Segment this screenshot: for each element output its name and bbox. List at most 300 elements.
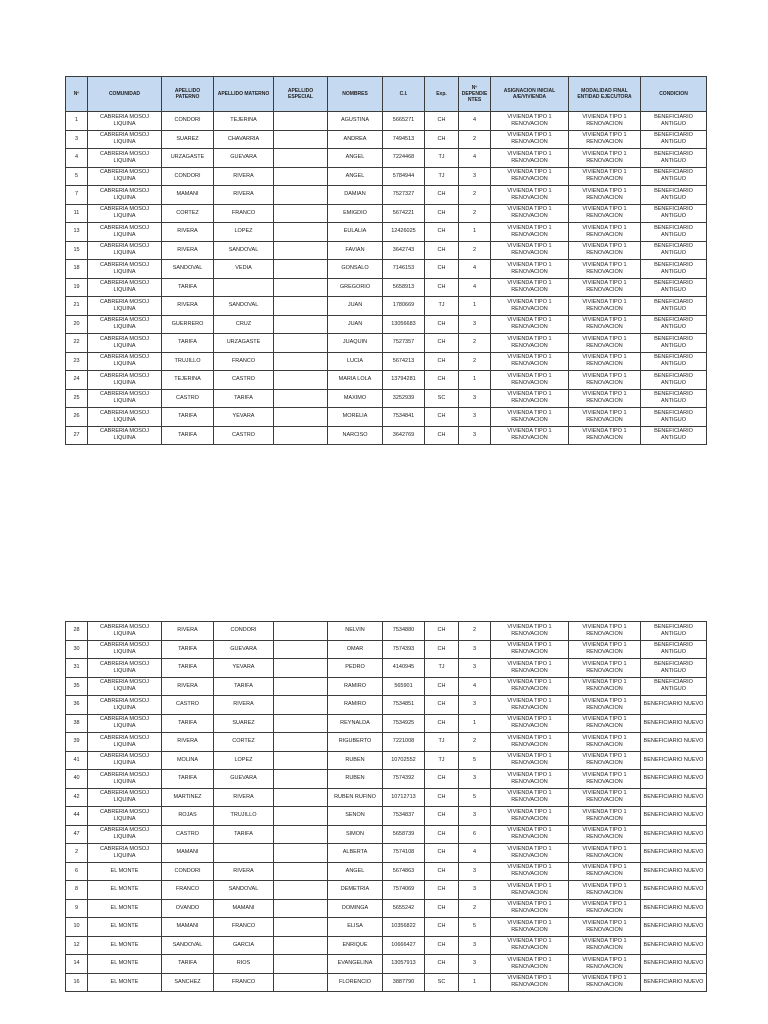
cell-final-modality: VIVIENDA TIPO 1 RENOVACION: [569, 186, 641, 205]
cell-condition: BENEFICIARIO ANTIGUO: [641, 622, 707, 641]
cell-dependents: 3: [459, 862, 491, 881]
cell-given-names: RUBEN: [328, 770, 383, 789]
cell-row-number: 20: [66, 315, 88, 334]
table-row: [66, 297, 707, 316]
cell-id-number: 13057913: [383, 955, 425, 974]
cell-issued-in: CH: [425, 408, 459, 427]
cell-condition: BENEFICIARIO NUEVO: [641, 788, 707, 807]
cell-condition: BENEFICIARIO ANTIGUO: [641, 408, 707, 427]
cell-row-number: 40: [66, 770, 88, 789]
cell-initial-assignment: VIVIENDA TIPO 1 RENOVACION: [491, 844, 569, 863]
cell-community: CABRERIA MOSOJ LIQUINA: [88, 167, 162, 186]
cell-issued-in: CH: [425, 622, 459, 641]
cell-final-modality: VIVIENDA TIPO 1 RENOVACION: [569, 260, 641, 279]
cell-special-surname: [274, 167, 328, 186]
cell-paternal-surname: MAMANI: [162, 844, 214, 863]
cell-id-number: 7574393: [383, 640, 425, 659]
cell-dependents: 3: [459, 389, 491, 408]
table-row: [66, 844, 707, 863]
cell-initial-assignment: VIVIENDA TIPO 1 RENOVACION: [491, 973, 569, 992]
cell-given-names: JUAN: [328, 315, 383, 334]
cell-id-number: 12426025: [383, 223, 425, 242]
cell-row-number: 31: [66, 659, 88, 678]
cell-condition: BENEFICIARIO ANTIGUO: [641, 426, 707, 445]
cell-initial-assignment: VIVIENDA TIPO 1 RENOVACION: [491, 167, 569, 186]
cell-special-surname: [274, 677, 328, 696]
cell-dependents: 2: [459, 186, 491, 205]
cell-initial-assignment: VIVIENDA TIPO 1 RENOVACION: [491, 149, 569, 168]
header-cell: APELLIDO ESPECIAL: [274, 77, 328, 112]
table-row: [66, 881, 707, 900]
cell-dependents: 2: [459, 334, 491, 353]
header-cell: Nº: [66, 77, 88, 112]
cell-paternal-surname: TARIFA: [162, 408, 214, 427]
cell-paternal-surname: SANDOVAL: [162, 936, 214, 955]
cell-final-modality: VIVIENDA TIPO 1 RENOVACION: [569, 426, 641, 445]
cell-dependents: 4: [459, 844, 491, 863]
cell-final-modality: VIVIENDA TIPO 1 RENOVACION: [569, 241, 641, 260]
cell-id-number: 7527357: [383, 334, 425, 353]
cell-initial-assignment: VIVIENDA TIPO 1 RENOVACION: [491, 408, 569, 427]
cell-condition: BENEFICIARIO NUEVO: [641, 770, 707, 789]
cell-row-number: 10: [66, 918, 88, 937]
cell-row-number: 27: [66, 426, 88, 445]
cell-special-surname: [274, 640, 328, 659]
cell-maternal-surname: GUEVARA: [214, 640, 274, 659]
cell-final-modality: VIVIENDA TIPO 1 RENOVACION: [569, 733, 641, 752]
header-cell: Nº DEPENDIE NTES: [459, 77, 491, 112]
cell-id-number: 13794281: [383, 371, 425, 390]
cell-initial-assignment: VIVIENDA TIPO 1 RENOVACION: [491, 733, 569, 752]
cell-row-number: 14: [66, 955, 88, 974]
table-row: [66, 659, 707, 678]
cell-row-number: 8: [66, 881, 88, 900]
cell-community: CABRERIA MOSOJ LIQUINA: [88, 714, 162, 733]
table-body: [66, 112, 707, 445]
cell-final-modality: VIVIENDA TIPO 1 RENOVACION: [569, 696, 641, 715]
table-row: [66, 352, 707, 371]
cell-given-names: ANGEL: [328, 149, 383, 168]
cell-given-names: NELVIN: [328, 622, 383, 641]
cell-community: CABRERIA MOSOJ LIQUINA: [88, 223, 162, 242]
cell-given-names: RAMIRO: [328, 677, 383, 696]
cell-row-number: 36: [66, 696, 88, 715]
cell-paternal-surname: MAMANI: [162, 186, 214, 205]
cell-final-modality: VIVIENDA TIPO 1 RENOVACION: [569, 204, 641, 223]
cell-issued-in: CH: [425, 844, 459, 863]
cell-condition: BENEFICIARIO NUEVO: [641, 973, 707, 992]
cell-condition: BENEFICIARIO ANTIGUO: [641, 260, 707, 279]
cell-community: EL MONTE: [88, 862, 162, 881]
table-row: [66, 260, 707, 279]
cell-issued-in: CH: [425, 640, 459, 659]
cell-maternal-surname: TARIFA: [214, 389, 274, 408]
cell-issued-in: SC: [425, 389, 459, 408]
cell-row-number: 7: [66, 186, 88, 205]
cell-id-number: 10356822: [383, 918, 425, 937]
cell-final-modality: VIVIENDA TIPO 1 RENOVACION: [569, 918, 641, 937]
cell-given-names: MAXIMO: [328, 389, 383, 408]
cell-given-names: ANGEL: [328, 862, 383, 881]
cell-condition: BENEFICIARIO ANTIGUO: [641, 389, 707, 408]
cell-community: CABRERIA MOSOJ LIQUINA: [88, 733, 162, 752]
cell-row-number: 28: [66, 622, 88, 641]
cell-given-names: SIMON: [328, 825, 383, 844]
table-row: [66, 315, 707, 334]
cell-final-modality: VIVIENDA TIPO 1 RENOVACION: [569, 844, 641, 863]
table-row: [66, 936, 707, 955]
cell-issued-in: CH: [425, 918, 459, 937]
cell-final-modality: VIVIENDA TIPO 1 RENOVACION: [569, 622, 641, 641]
cell-special-surname: [274, 186, 328, 205]
cell-paternal-surname: TARIFA: [162, 640, 214, 659]
cell-dependents: 2: [459, 130, 491, 149]
cell-initial-assignment: VIVIENDA TIPO 1 RENOVACION: [491, 677, 569, 696]
cell-initial-assignment: VIVIENDA TIPO 1 RENOVACION: [491, 659, 569, 678]
cell-paternal-surname: TARIFA: [162, 714, 214, 733]
cell-initial-assignment: VIVIENDA TIPO 1 RENOVACION: [491, 334, 569, 353]
cell-special-surname: [274, 862, 328, 881]
cell-final-modality: VIVIENDA TIPO 1 RENOVACION: [569, 751, 641, 770]
table-row: [66, 149, 707, 168]
cell-row-number: 26: [66, 408, 88, 427]
cell-initial-assignment: VIVIENDA TIPO 1 RENOVACION: [491, 622, 569, 641]
cell-id-number: 1780669: [383, 297, 425, 316]
cell-row-number: 13: [66, 223, 88, 242]
cell-row-number: 25: [66, 389, 88, 408]
cell-issued-in: CH: [425, 899, 459, 918]
cell-dependents: 3: [459, 955, 491, 974]
cell-issued-in: CH: [425, 315, 459, 334]
cell-id-number: 565901: [383, 677, 425, 696]
cell-id-number: 7146153: [383, 260, 425, 279]
table-row: [66, 167, 707, 186]
cell-condition: BENEFICIARIO NUEVO: [641, 936, 707, 955]
cell-initial-assignment: VIVIENDA TIPO 1 RENOVACION: [491, 696, 569, 715]
cell-initial-assignment: VIVIENDA TIPO 1 RENOVACION: [491, 825, 569, 844]
cell-row-number: 30: [66, 640, 88, 659]
cell-dependents: 3: [459, 315, 491, 334]
cell-initial-assignment: VIVIENDA TIPO 1 RENOVACION: [491, 640, 569, 659]
cell-maternal-surname: TRUJILLO: [214, 807, 274, 826]
cell-issued-in: CH: [425, 788, 459, 807]
cell-id-number: 7527327: [383, 186, 425, 205]
cell-final-modality: VIVIENDA TIPO 1 RENOVACION: [569, 825, 641, 844]
cell-paternal-surname: CONDORI: [162, 167, 214, 186]
cell-special-surname: [274, 278, 328, 297]
header-cell: COMUNIDAD: [88, 77, 162, 112]
cell-special-surname: [274, 334, 328, 353]
cell-condition: BENEFICIARIO NUEVO: [641, 751, 707, 770]
cell-maternal-surname: RIVERA: [214, 862, 274, 881]
cell-maternal-surname: TARIFA: [214, 677, 274, 696]
cell-row-number: 47: [66, 825, 88, 844]
header-cell: NOMBRES: [328, 77, 383, 112]
cell-special-surname: [274, 936, 328, 955]
cell-special-surname: [274, 770, 328, 789]
cell-community: EL MONTE: [88, 936, 162, 955]
cell-id-number: 5674213: [383, 352, 425, 371]
cell-initial-assignment: VIVIENDA TIPO 1 RENOVACION: [491, 130, 569, 149]
cell-special-surname: [274, 315, 328, 334]
cell-maternal-surname: GUEVARA: [214, 770, 274, 789]
cell-condition: BENEFICIARIO ANTIGUO: [641, 371, 707, 390]
cell-dependents: 3: [459, 640, 491, 659]
cell-paternal-surname: TARIFA: [162, 770, 214, 789]
cell-condition: BENEFICIARIO NUEVO: [641, 696, 707, 715]
cell-given-names: GREGORIO: [328, 278, 383, 297]
cell-issued-in: TJ: [425, 297, 459, 316]
cell-dependents: 3: [459, 696, 491, 715]
cell-final-modality: VIVIENDA TIPO 1 RENOVACION: [569, 881, 641, 900]
cell-issued-in: CH: [425, 677, 459, 696]
cell-community: CABRERIA MOSOJ LIQUINA: [88, 825, 162, 844]
cell-given-names: GONSALO: [328, 260, 383, 279]
cell-initial-assignment: VIVIENDA TIPO 1 RENOVACION: [491, 714, 569, 733]
cell-final-modality: VIVIENDA TIPO 1 RENOVACION: [569, 973, 641, 992]
cell-final-modality: VIVIENDA TIPO 1 RENOVACION: [569, 130, 641, 149]
cell-maternal-surname: SUAREZ: [214, 714, 274, 733]
cell-final-modality: VIVIENDA TIPO 1 RENOVACION: [569, 677, 641, 696]
cell-dependents: 2: [459, 899, 491, 918]
cell-given-names: RIGUBERTO: [328, 733, 383, 752]
header-cell: ASIGNACION INICIAL A/E/VIVIENDA: [491, 77, 569, 112]
cell-condition: BENEFICIARIO NUEVO: [641, 862, 707, 881]
cell-row-number: 9: [66, 899, 88, 918]
cell-initial-assignment: VIVIENDA TIPO 1 RENOVACION: [491, 770, 569, 789]
cell-dependents: 3: [459, 659, 491, 678]
cell-condition: BENEFICIARIO ANTIGUO: [641, 223, 707, 242]
cell-final-modality: VIVIENDA TIPO 1 RENOVACION: [569, 297, 641, 316]
table-row: [66, 278, 707, 297]
cell-condition: BENEFICIARIO NUEVO: [641, 955, 707, 974]
cell-issued-in: CH: [425, 770, 459, 789]
cell-final-modality: VIVIENDA TIPO 1 RENOVACION: [569, 408, 641, 427]
table-row: [66, 622, 707, 641]
cell-paternal-surname: MARTINEZ: [162, 788, 214, 807]
cell-id-number: 7534851: [383, 696, 425, 715]
cell-special-surname: [274, 899, 328, 918]
cell-initial-assignment: VIVIENDA TIPO 1 RENOVACION: [491, 371, 569, 390]
cell-final-modality: VIVIENDA TIPO 1 RENOVACION: [569, 640, 641, 659]
cell-given-names: DOMINGA: [328, 899, 383, 918]
cell-id-number: 7534880: [383, 622, 425, 641]
cell-id-number: 10666427: [383, 936, 425, 955]
table-row: [66, 733, 707, 752]
cell-given-names: ANDREA: [328, 130, 383, 149]
cell-initial-assignment: VIVIENDA TIPO 1 RENOVACION: [491, 112, 569, 131]
cell-maternal-surname: SANDOVAL: [214, 297, 274, 316]
cell-given-names: NARCISO: [328, 426, 383, 445]
cell-paternal-surname: CASTRO: [162, 825, 214, 844]
table-row: [66, 130, 707, 149]
table-row: [66, 186, 707, 205]
cell-given-names: MORELIA: [328, 408, 383, 427]
cell-given-names: DAMIAN: [328, 186, 383, 205]
table-row: [66, 825, 707, 844]
cell-final-modality: VIVIENDA TIPO 1 RENOVACION: [569, 770, 641, 789]
cell-special-surname: [274, 223, 328, 242]
cell-special-surname: [274, 844, 328, 863]
cell-initial-assignment: VIVIENDA TIPO 1 RENOVACION: [491, 297, 569, 316]
cell-paternal-surname: ROJAS: [162, 807, 214, 826]
cell-paternal-surname: MOLINA: [162, 751, 214, 770]
cell-id-number: 4140945: [383, 659, 425, 678]
cell-given-names: DEMETRIA: [328, 881, 383, 900]
cell-paternal-surname: CASTRO: [162, 389, 214, 408]
cell-initial-assignment: VIVIENDA TIPO 1 RENOVACION: [491, 260, 569, 279]
cell-issued-in: CH: [425, 223, 459, 242]
cell-special-surname: [274, 825, 328, 844]
cell-dependents: 3: [459, 881, 491, 900]
cell-condition: BENEFICIARIO NUEVO: [641, 825, 707, 844]
cell-special-surname: [274, 204, 328, 223]
cell-community: CABRERIA MOSOJ LIQUINA: [88, 622, 162, 641]
cell-paternal-surname: SANDOVAL: [162, 260, 214, 279]
cell-paternal-surname: RIVERA: [162, 677, 214, 696]
cell-id-number: 13056683: [383, 315, 425, 334]
cell-dependents: 2: [459, 733, 491, 752]
cell-id-number: 5665271: [383, 112, 425, 131]
cell-row-number: 35: [66, 677, 88, 696]
cell-final-modality: VIVIENDA TIPO 1 RENOVACION: [569, 223, 641, 242]
cell-paternal-surname: RIVERA: [162, 297, 214, 316]
cell-issued-in: CH: [425, 204, 459, 223]
cell-maternal-surname: CASTRO: [214, 371, 274, 390]
cell-paternal-surname: GUERRERO: [162, 315, 214, 334]
cell-special-surname: [274, 130, 328, 149]
cell-condition: BENEFICIARIO ANTIGUO: [641, 241, 707, 260]
cell-final-modality: VIVIENDA TIPO 1 RENOVACION: [569, 278, 641, 297]
cell-id-number: 7221008: [383, 733, 425, 752]
cell-paternal-surname: TRUJILLO: [162, 352, 214, 371]
cell-dependents: 4: [459, 149, 491, 168]
cell-maternal-surname: CRUZ: [214, 315, 274, 334]
cell-final-modality: VIVIENDA TIPO 1 RENOVACION: [569, 389, 641, 408]
cell-paternal-surname: FRANCO: [162, 881, 214, 900]
cell-special-surname: [274, 714, 328, 733]
cell-dependents: 2: [459, 204, 491, 223]
cell-given-names: ENRIQUE: [328, 936, 383, 955]
cell-maternal-surname: [214, 278, 274, 297]
cell-row-number: 11: [66, 204, 88, 223]
cell-paternal-surname: RIVERA: [162, 223, 214, 242]
cell-issued-in: SC: [425, 973, 459, 992]
cell-issued-in: TJ: [425, 149, 459, 168]
cell-condition: BENEFICIARIO ANTIGUO: [641, 278, 707, 297]
cell-community: CABRERIA MOSOJ LIQUINA: [88, 844, 162, 863]
header-cell: APELLIDO PATERNO: [162, 77, 214, 112]
cell-issued-in: CH: [425, 130, 459, 149]
cell-maternal-surname: FRANCO: [214, 352, 274, 371]
cell-final-modality: VIVIENDA TIPO 1 RENOVACION: [569, 112, 641, 131]
cell-community: CABRERIA MOSOJ LIQUINA: [88, 788, 162, 807]
cell-issued-in: CH: [425, 260, 459, 279]
table-row: [66, 862, 707, 881]
cell-issued-in: CH: [425, 352, 459, 371]
table-row: [66, 973, 707, 992]
header-cell: MODALIDAD FINAL ENTIDAD EJECUTORA: [569, 77, 641, 112]
cell-dependents: 4: [459, 677, 491, 696]
cell-paternal-surname: TARIFA: [162, 334, 214, 353]
cell-paternal-surname: RIVERA: [162, 241, 214, 260]
cell-community: EL MONTE: [88, 973, 162, 992]
cell-condition: BENEFICIARIO ANTIGUO: [641, 352, 707, 371]
cell-special-surname: [274, 807, 328, 826]
cell-paternal-surname: MAMANI: [162, 918, 214, 937]
cell-row-number: 42: [66, 788, 88, 807]
table-row: [66, 788, 707, 807]
cell-maternal-surname: GUEVARA: [214, 149, 274, 168]
cell-final-modality: VIVIENDA TIPO 1 RENOVACION: [569, 899, 641, 918]
table-row: [66, 112, 707, 131]
cell-id-number: 5658913: [383, 278, 425, 297]
table-row: [66, 204, 707, 223]
cell-initial-assignment: VIVIENDA TIPO 1 RENOVACION: [491, 204, 569, 223]
cell-id-number: 3642769: [383, 426, 425, 445]
table-row: [66, 426, 707, 445]
cell-final-modality: VIVIENDA TIPO 1 RENOVACION: [569, 936, 641, 955]
cell-issued-in: CH: [425, 714, 459, 733]
cell-condition: BENEFICIARIO ANTIGUO: [641, 659, 707, 678]
cell-initial-assignment: VIVIENDA TIPO 1 RENOVACION: [491, 389, 569, 408]
cell-community: CABRERIA MOSOJ LIQUINA: [88, 260, 162, 279]
cell-condition: BENEFICIARIO ANTIGUO: [641, 186, 707, 205]
cell-maternal-surname: RIVERA: [214, 788, 274, 807]
cell-id-number: 7224468: [383, 149, 425, 168]
cell-paternal-surname: TARIFA: [162, 955, 214, 974]
cell-condition: BENEFICIARIO NUEVO: [641, 714, 707, 733]
cell-condition: BENEFICIARIO ANTIGUO: [641, 315, 707, 334]
cell-initial-assignment: VIVIENDA TIPO 1 RENOVACION: [491, 751, 569, 770]
cell-issued-in: CH: [425, 881, 459, 900]
cell-community: EL MONTE: [88, 918, 162, 937]
table-row: [66, 955, 707, 974]
cell-condition: BENEFICIARIO ANTIGUO: [641, 640, 707, 659]
header-cell: Exp.: [425, 77, 459, 112]
cell-issued-in: TJ: [425, 167, 459, 186]
cell-maternal-surname: SANDOVAL: [214, 881, 274, 900]
cell-given-names: RUBEN RUFINO: [328, 788, 383, 807]
cell-given-names: SENON: [328, 807, 383, 826]
cell-given-names: OMAR: [328, 640, 383, 659]
cell-id-number: 3252939: [383, 389, 425, 408]
cell-paternal-surname: TARIFA: [162, 278, 214, 297]
cell-given-names: EMIGDIO: [328, 204, 383, 223]
cell-community: EL MONTE: [88, 881, 162, 900]
cell-special-surname: [274, 696, 328, 715]
cell-paternal-surname: CASTRO: [162, 696, 214, 715]
cell-community: CABRERIA MOSOJ LIQUINA: [88, 371, 162, 390]
table-row: [66, 241, 707, 260]
cell-community: CABRERIA MOSOJ LIQUINA: [88, 696, 162, 715]
table-row: [66, 899, 707, 918]
cell-dependents: 3: [459, 936, 491, 955]
cell-dependents: 1: [459, 223, 491, 242]
cell-issued-in: CH: [425, 334, 459, 353]
cell-community: EL MONTE: [88, 899, 162, 918]
cell-given-names: ALBERTA: [328, 844, 383, 863]
cell-id-number: 5655242: [383, 899, 425, 918]
cell-maternal-surname: SANDOVAL: [214, 241, 274, 260]
cell-issued-in: TJ: [425, 733, 459, 752]
cell-dependents: 1: [459, 371, 491, 390]
cell-community: CABRERIA MOSOJ LIQUINA: [88, 659, 162, 678]
cell-final-modality: VIVIENDA TIPO 1 RENOVACION: [569, 149, 641, 168]
cell-issued-in: CH: [425, 862, 459, 881]
header-cell: APELLIDO MATERNO: [214, 77, 274, 112]
cell-dependents: 3: [459, 426, 491, 445]
